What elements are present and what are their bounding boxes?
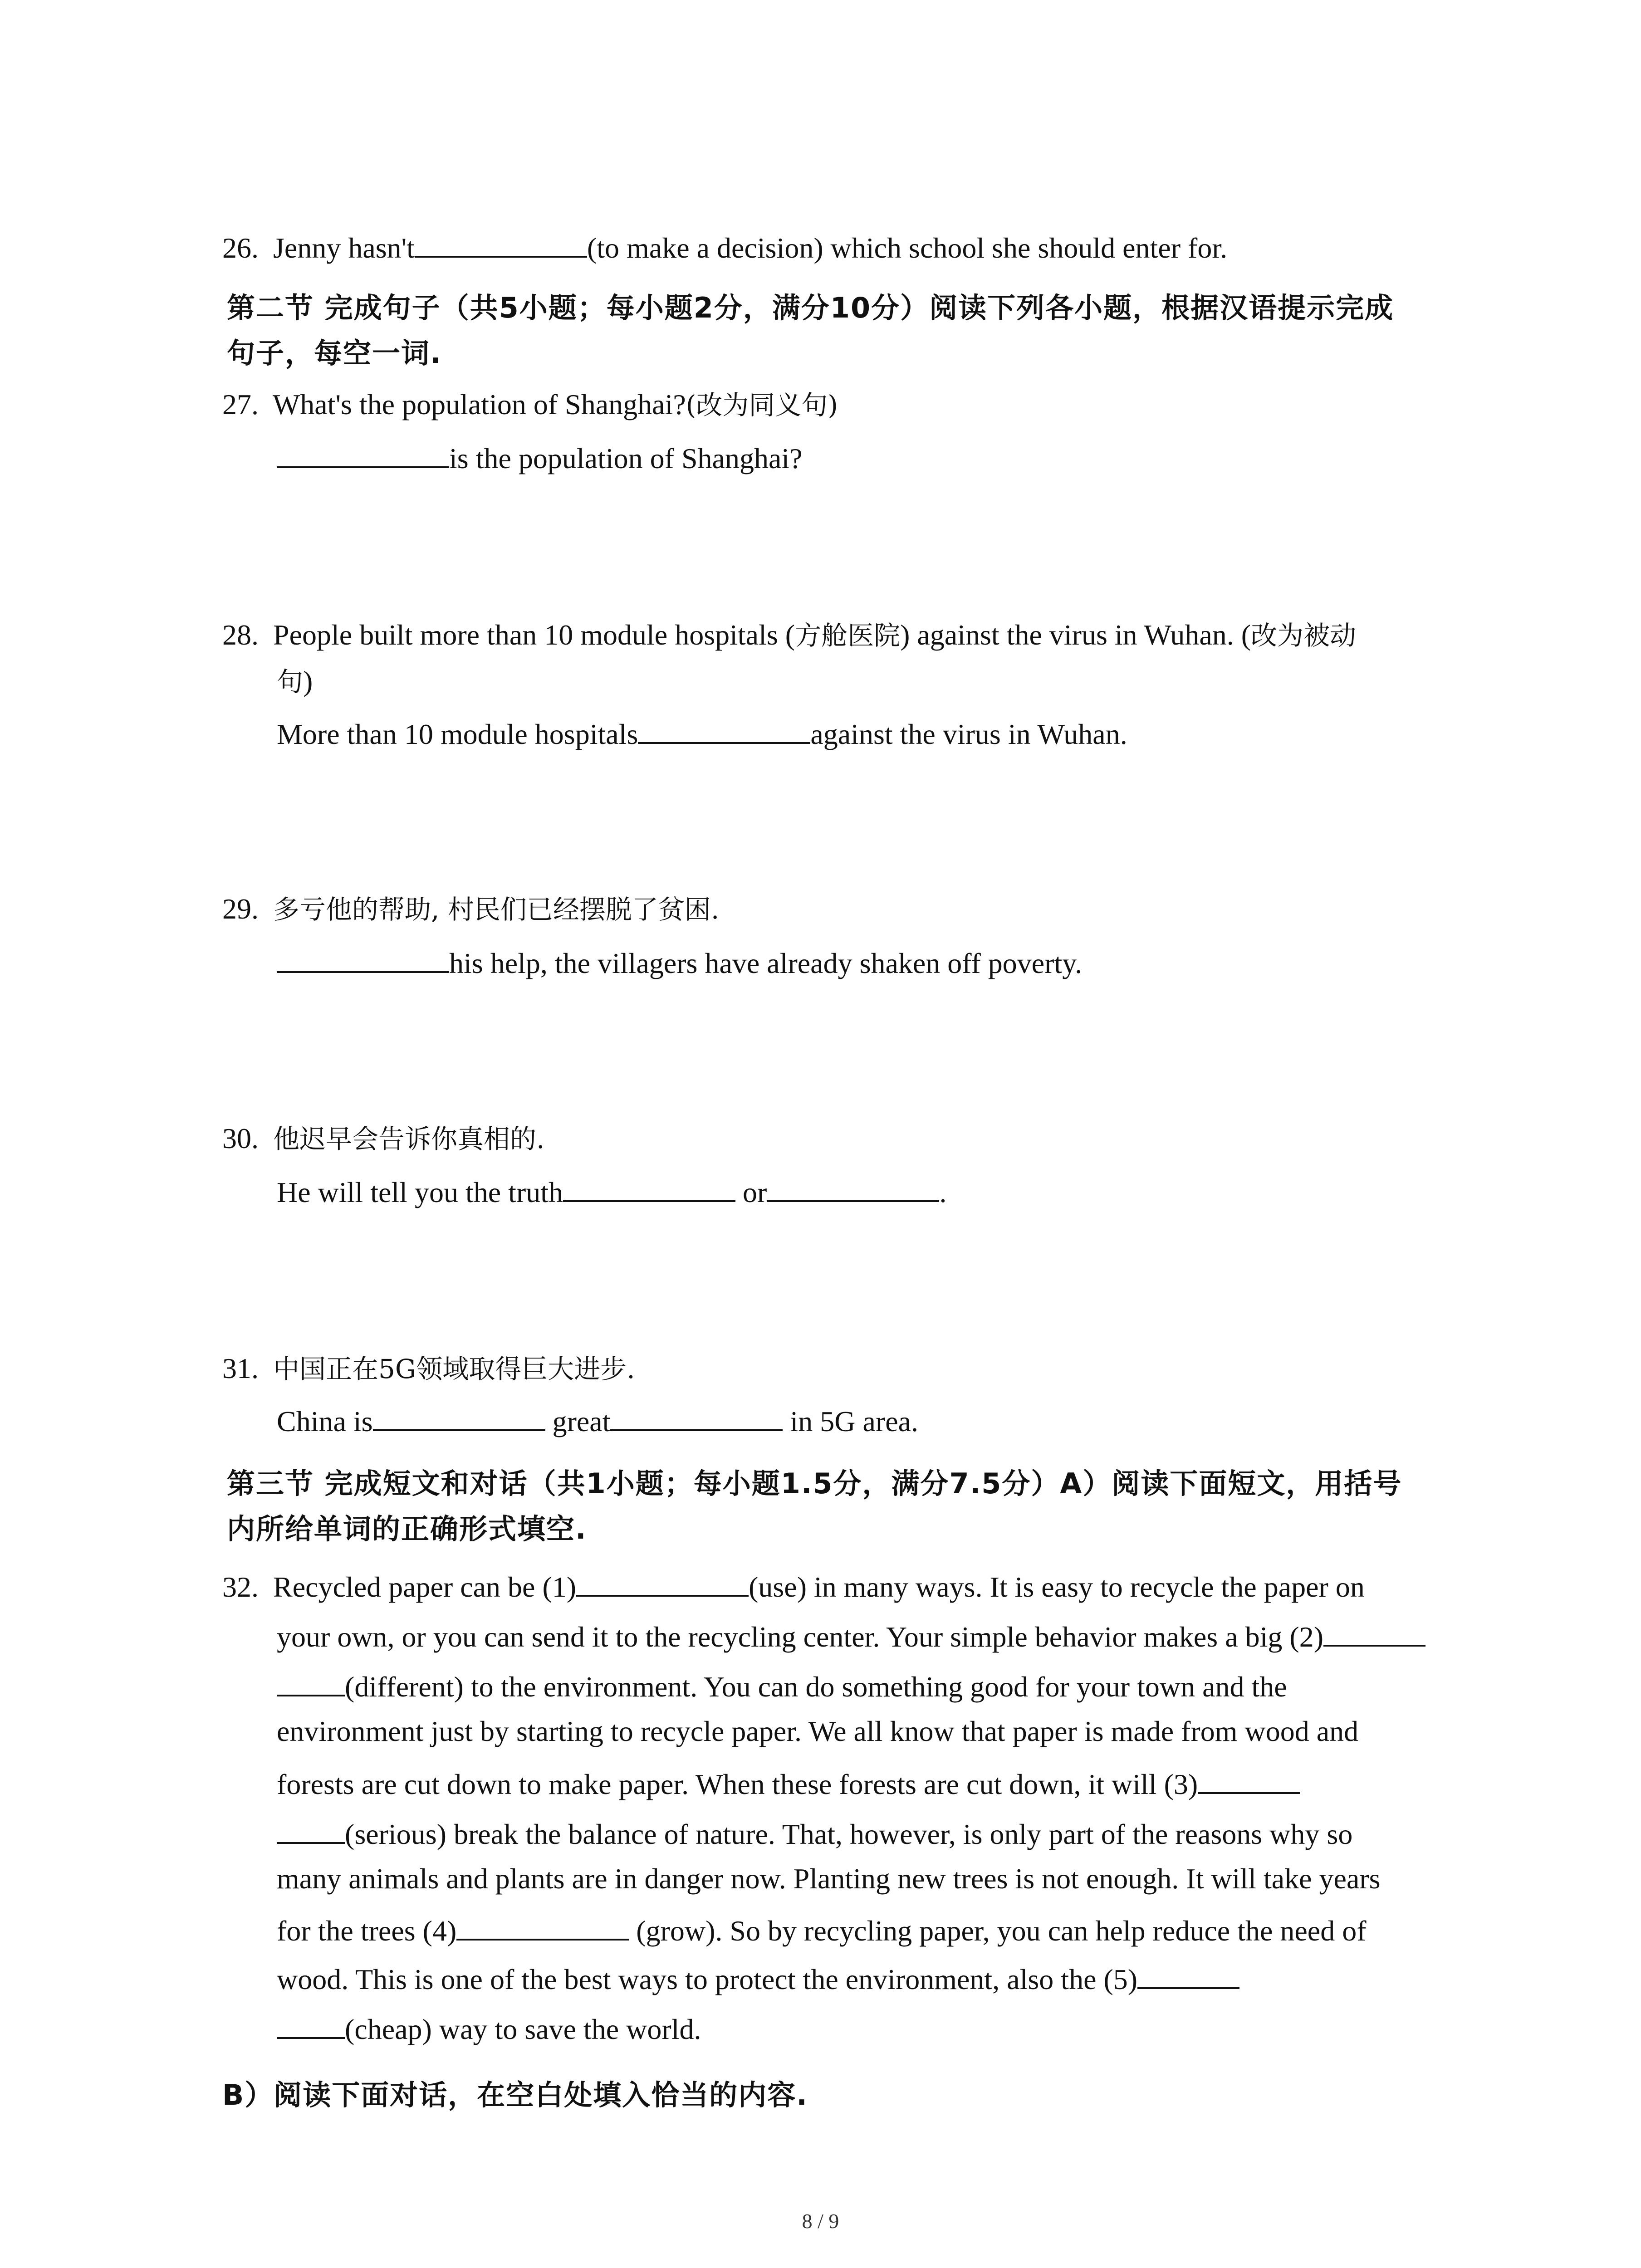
answer-blank[interactable]: [415, 230, 587, 258]
section-heading: B）阅读下面对话，在空白处填入恰当的内容.: [222, 2078, 808, 2112]
passage-line: [277, 1717, 1358, 1746]
passage-text: (different) to the environment. You can do something good for your town and the: [345, 1671, 1287, 1703]
passage-text: your own, or you can send it to the recycling center. Your simple behavior makes a big (2): [277, 1621, 1323, 1653]
answer-text: against the virus in Wuhan.: [810, 718, 1127, 750]
answer-blank-cont[interactable]: [277, 1817, 345, 1844]
question-text: ) against the virus in Wuhan. (: [900, 619, 1251, 651]
passage-text: wood. This is one of the best ways to protect the environment, also the (5): [277, 1963, 1138, 1995]
answer-text: or: [743, 1176, 767, 1208]
passage-line: [277, 1864, 1381, 1893]
question-chinese: 他迟早会告诉你真相的.: [273, 1124, 545, 1154]
question-hint: (改为同义句): [686, 390, 838, 420]
passage-text: Recycled paper can be (1): [273, 1571, 577, 1603]
question-text: (to make a decision) which school she should enter for.: [587, 232, 1228, 264]
chinese-term: 方舱医院: [795, 620, 901, 651]
section-heading-cont: 句子，每空一词.: [227, 337, 442, 370]
question-number: 32.: [222, 1571, 259, 1603]
question-32: [222, 1569, 1365, 1602]
question-hint: 改为被动: [1251, 620, 1357, 651]
passage-text: for the trees (4): [277, 1915, 457, 1947]
question-number: 27.: [222, 388, 259, 420]
section-heading-cont: 内所给单词的正确形式填空.: [227, 1512, 587, 1545]
answer-blank[interactable]: [277, 946, 449, 973]
question-number: 28.: [222, 619, 259, 651]
section-heading: 第二节 完成句子（共5小题；每小题2分，满分10分）阅读下列各小题，根据汉语提示完成: [227, 291, 1394, 324]
question-29: [222, 894, 719, 924]
passage-line: [277, 1913, 1367, 1945]
answer-line-30: [277, 1175, 946, 1207]
question-26: [222, 230, 1227, 263]
answer-blank[interactable]: [610, 1404, 783, 1431]
question-chinese: 多亏他的帮助, 村民们已经摆脱了贫困.: [273, 894, 720, 925]
passage-line: [277, 1817, 1352, 1849]
answer-blank[interactable]: [373, 1404, 545, 1431]
answer-blank[interactable]: [1198, 1767, 1300, 1794]
passage-text: (use) in many ways. It is easy to recycle the paper on: [749, 1571, 1365, 1603]
question-text: People built more than 10 module hospitals (: [273, 619, 795, 651]
answer-text: great: [552, 1405, 611, 1437]
section-heading: 第三节 完成短文和对话（共1小题；每小题1.5分，满分7.5分）A）阅读下面短文，用括号: [227, 1467, 1402, 1500]
answer-line-28: [277, 717, 1127, 749]
question-number: 31.: [222, 1352, 259, 1384]
answer-text: in 5G area.: [790, 1405, 918, 1437]
answer-blank[interactable]: [1323, 1619, 1425, 1647]
answer-text: He will tell you the truth: [277, 1176, 563, 1208]
answer-line-27: [277, 441, 803, 473]
answer-line-31: [277, 1404, 918, 1436]
question-text: What's the population of Shanghai?: [272, 388, 686, 420]
answer-blank[interactable]: [563, 1175, 735, 1202]
question-text: Jenny hasn't: [273, 232, 415, 264]
page-number: 8 / 9: [802, 2209, 839, 2233]
answer-text: .: [939, 1176, 947, 1208]
passage-line: [277, 2012, 701, 2044]
passage-text: environment just by starting to recycle paper. We all know that paper is made from wood and: [277, 1715, 1359, 1747]
passage-text: (serious) break the balance of nature. That, however, is only part of the reasons why so: [345, 1818, 1353, 1850]
passage-line: [277, 1669, 1287, 1701]
question-number: 29.: [222, 893, 259, 925]
question-number: 26.: [222, 232, 259, 264]
answer-blank[interactable]: [1137, 1962, 1239, 1989]
passage-text: (cheap) way to save the world.: [345, 2013, 701, 2045]
answer-line-29: [277, 946, 1082, 978]
answer-blank[interactable]: [456, 1913, 629, 1941]
answer-blank[interactable]: [277, 441, 449, 468]
answer-blank[interactable]: [576, 1569, 749, 1597]
passage-line: [277, 1619, 1425, 1652]
question-number: 30.: [222, 1122, 259, 1154]
answer-text: his help, the villagers have already shaken off poverty.: [449, 947, 1083, 979]
passage-line: [277, 1962, 1239, 1994]
question-31: [222, 1354, 635, 1383]
answer-blank-cont[interactable]: [277, 2012, 345, 2039]
answer-blank[interactable]: [638, 717, 810, 744]
question-30: [222, 1124, 544, 1153]
question-27: [222, 390, 838, 419]
answer-blank-cont[interactable]: [277, 1669, 345, 1696]
question-text: ): [303, 665, 313, 697]
question-hint: 句: [277, 666, 304, 697]
passage-text: forests are cut down to make paper. When these forests are cut down, it will (3): [277, 1768, 1198, 1800]
answer-text: More than 10 module hospitals: [277, 718, 638, 750]
answer-blank[interactable]: [767, 1175, 939, 1202]
answer-text: China is: [277, 1405, 373, 1437]
passage-line: [277, 1767, 1300, 1799]
passage-text: many animals and plants are in danger now. Planting new trees is not enough. It will take years: [277, 1862, 1381, 1895]
passage-text: (grow). So by recycling paper, you can help reduce the need of: [636, 1915, 1367, 1947]
question-28-cont: [277, 667, 313, 696]
answer-text: is the population of Shanghai?: [449, 442, 803, 474]
question-28: [222, 621, 1356, 650]
question-chinese: 中国正在5G领域取得巨大进步.: [273, 1354, 635, 1384]
